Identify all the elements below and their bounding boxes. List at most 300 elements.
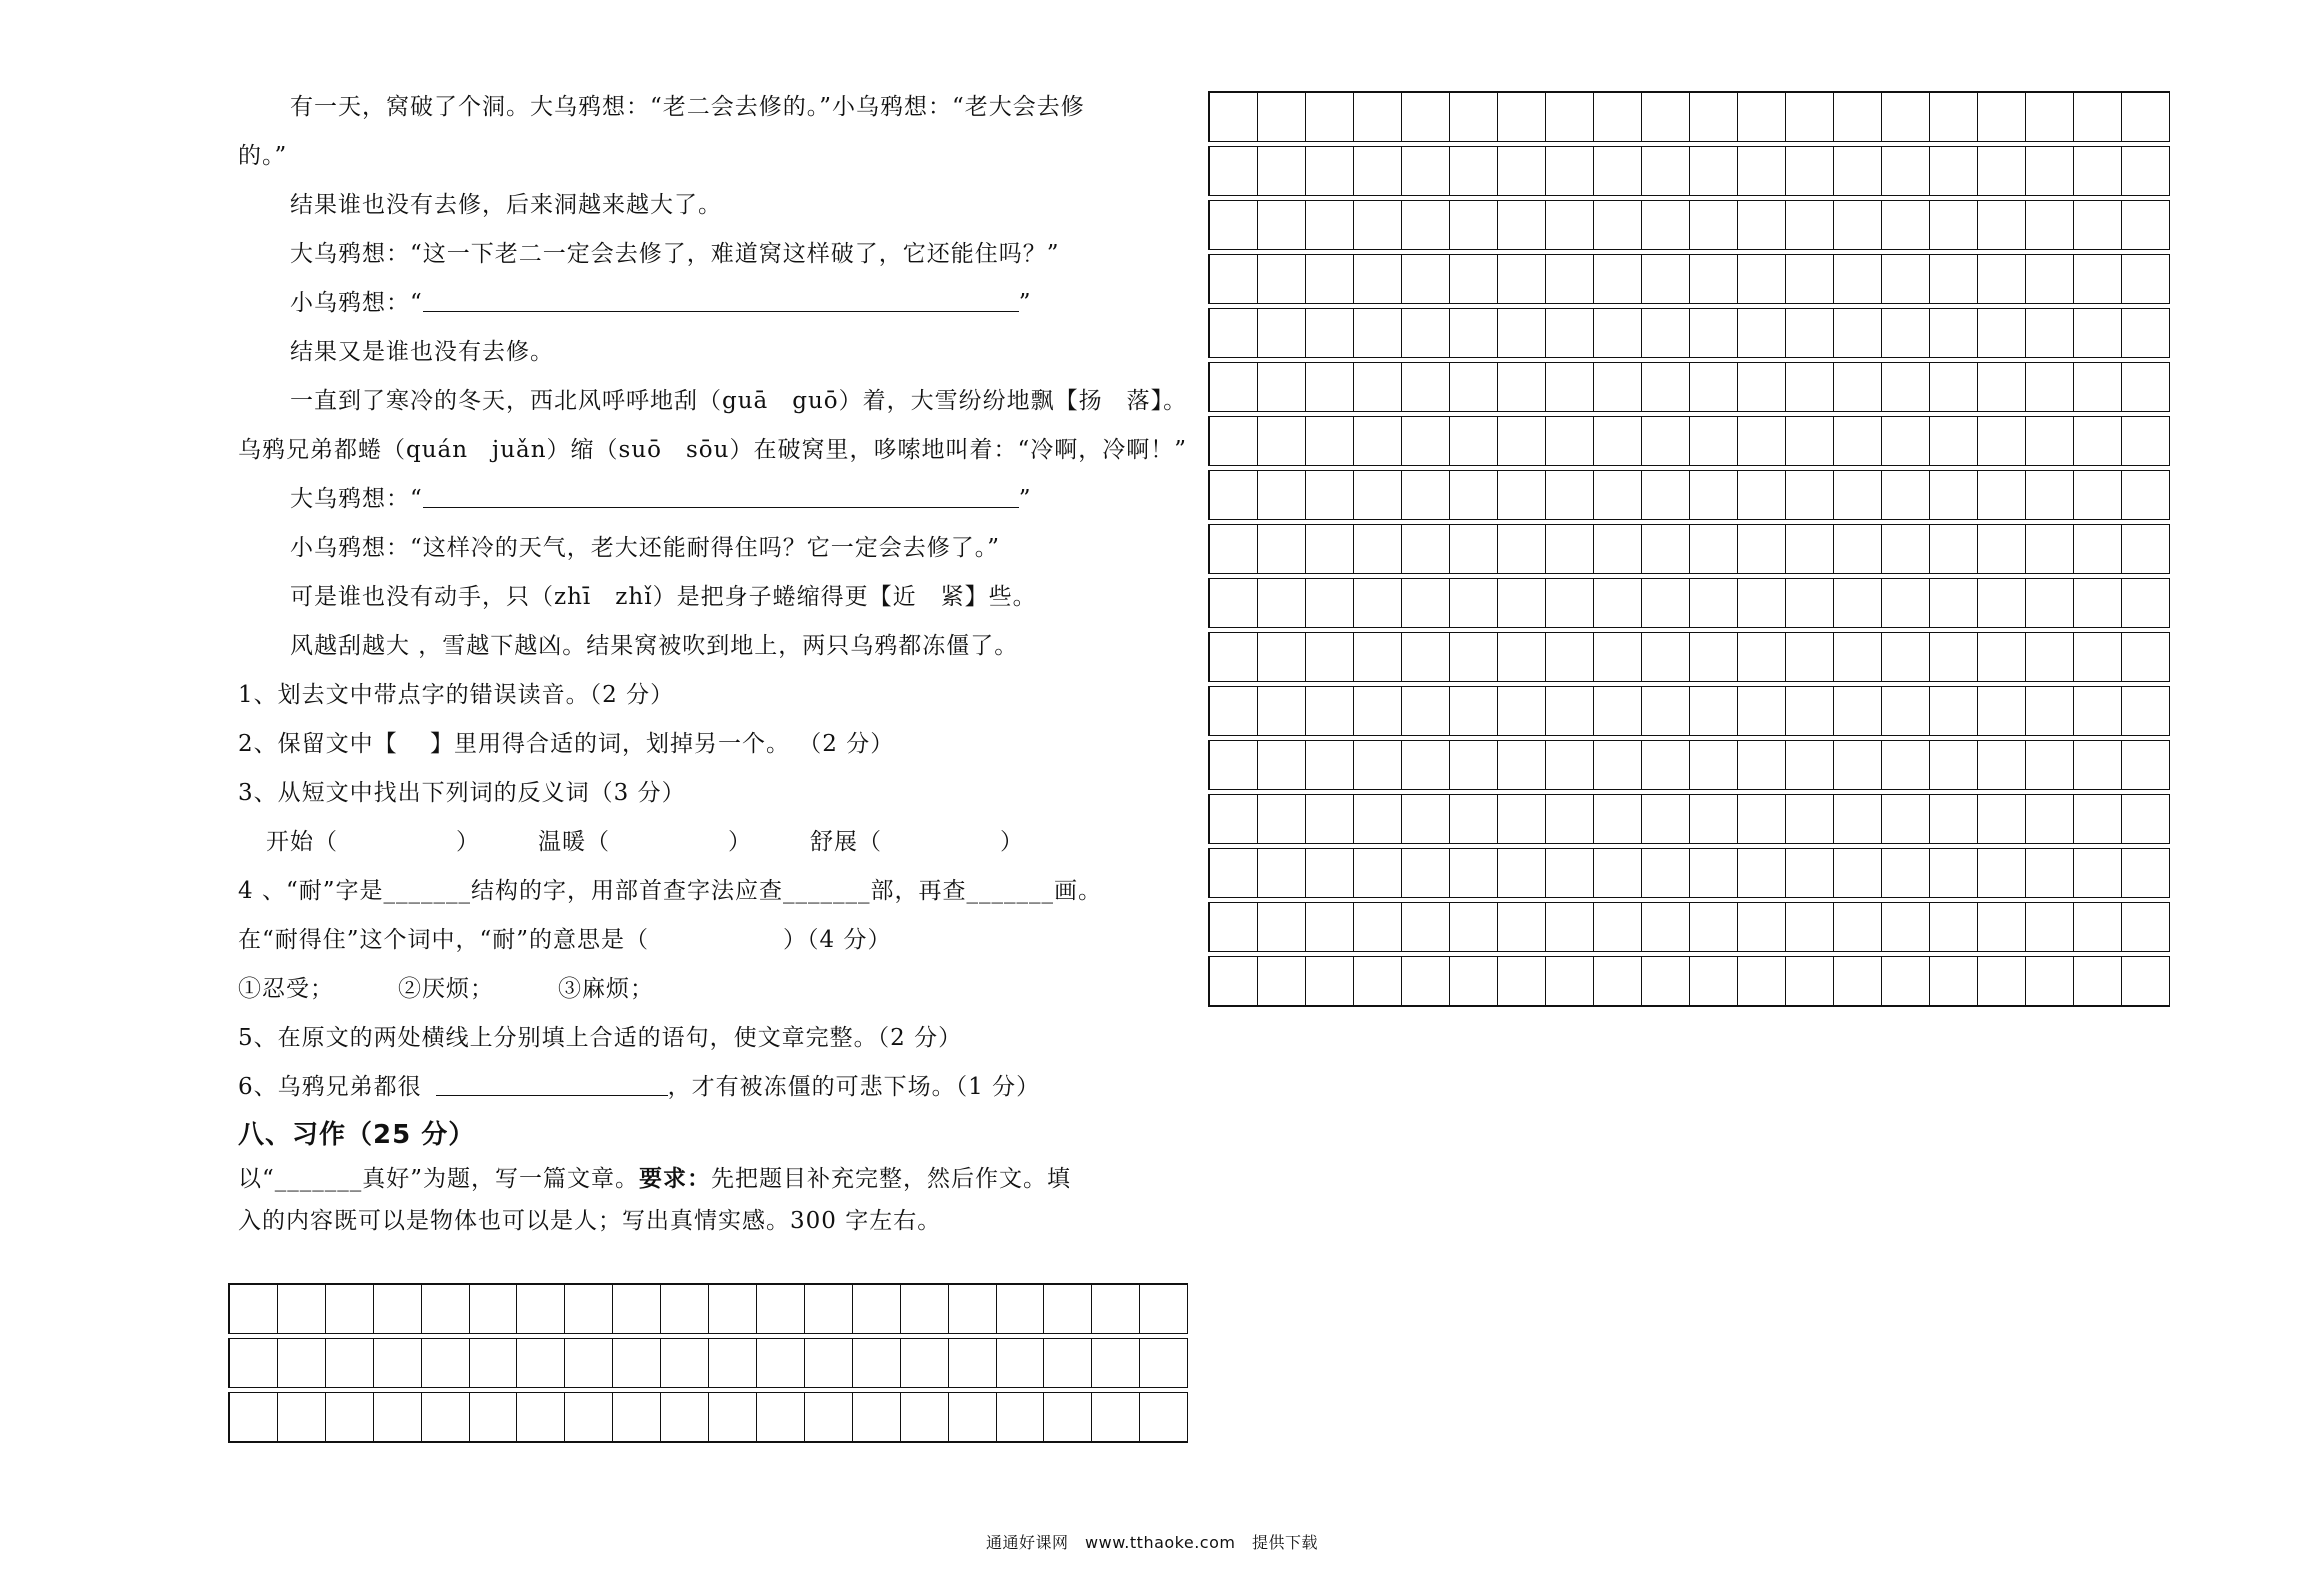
grid-cell[interactable] [374, 1393, 422, 1441]
grid-cell[interactable] [1930, 363, 1978, 411]
grid-cell[interactable] [1354, 363, 1402, 411]
grid-cell[interactable] [613, 1285, 661, 1333]
grid-cell[interactable] [1498, 363, 1546, 411]
grid-cell[interactable] [2026, 687, 2074, 735]
grid-cell[interactable] [1546, 309, 1594, 357]
grid-cell[interactable] [1642, 957, 1690, 1005]
grid-cell[interactable] [1594, 201, 1642, 249]
grid-cell[interactable] [1044, 1339, 1092, 1387]
grid-cell[interactable] [1930, 795, 1978, 843]
grid-cell[interactable] [1594, 147, 1642, 195]
grid-cell[interactable] [1930, 525, 1978, 573]
grid-cell[interactable] [1738, 309, 1786, 357]
grid-cell[interactable] [2026, 849, 2074, 897]
grid-cell[interactable] [1690, 903, 1738, 951]
grid-cell[interactable] [1402, 93, 1450, 141]
grid-cell[interactable] [1306, 957, 1354, 1005]
grid-cell[interactable] [2074, 957, 2122, 1005]
grid-cell[interactable] [1594, 795, 1642, 843]
grid-cell[interactable] [1642, 849, 1690, 897]
grid-cell[interactable] [1258, 849, 1306, 897]
grid-cell[interactable] [1978, 417, 2026, 465]
grid-cell[interactable] [1210, 849, 1258, 897]
grid-cell[interactable] [422, 1285, 470, 1333]
grid-cell[interactable] [1978, 309, 2026, 357]
grid-cell[interactable] [1546, 201, 1594, 249]
grid-cell[interactable] [470, 1339, 518, 1387]
grid-cell[interactable] [422, 1393, 470, 1441]
grid-cell[interactable] [1738, 633, 1786, 681]
grid-cell[interactable] [2122, 255, 2170, 303]
grid-cell[interactable] [1210, 417, 1258, 465]
grid-cell[interactable] [1690, 525, 1738, 573]
grid-cell[interactable] [997, 1339, 1045, 1387]
grid-cell[interactable] [2026, 633, 2074, 681]
writing-grid-large[interactable] [1208, 91, 2170, 1007]
grid-cell[interactable] [1690, 471, 1738, 519]
grid-cell[interactable] [1498, 795, 1546, 843]
grid-cell[interactable] [1882, 471, 1930, 519]
grid-cell[interactable] [1642, 93, 1690, 141]
grid-cell[interactable] [1354, 903, 1402, 951]
grid-cell[interactable] [1786, 741, 1834, 789]
grid-cell[interactable] [2122, 147, 2170, 195]
grid-cell[interactable] [1258, 417, 1306, 465]
grid-cell[interactable] [1786, 363, 1834, 411]
grid-cell[interactable] [1690, 957, 1738, 1005]
grid-cell[interactable] [1450, 795, 1498, 843]
grid-cell[interactable] [1354, 201, 1402, 249]
grid-cell[interactable] [1450, 903, 1498, 951]
grid-cell[interactable] [1738, 741, 1786, 789]
grid-cell[interactable] [1498, 633, 1546, 681]
grid-cell[interactable] [1450, 525, 1498, 573]
grid-cell[interactable] [1834, 147, 1882, 195]
grid-cell[interactable] [565, 1285, 613, 1333]
grid-cell[interactable] [661, 1285, 709, 1333]
grid-cell[interactable] [1546, 93, 1594, 141]
grid-cell[interactable] [1834, 633, 1882, 681]
grid-cell[interactable] [2026, 93, 2074, 141]
grid-cell[interactable] [1834, 903, 1882, 951]
grid-cell[interactable] [2122, 849, 2170, 897]
grid-cell[interactable] [2074, 255, 2122, 303]
grid-cell[interactable] [1786, 849, 1834, 897]
grid-cell[interactable] [1546, 147, 1594, 195]
grid-cell[interactable] [1258, 201, 1306, 249]
grid-cell[interactable] [1306, 741, 1354, 789]
grid-cell[interactable] [2074, 741, 2122, 789]
grid-cell[interactable] [1594, 525, 1642, 573]
grid-cell[interactable] [1978, 201, 2026, 249]
grid-cell[interactable] [709, 1393, 757, 1441]
grid-cell[interactable] [2122, 957, 2170, 1005]
grid-cell[interactable] [1498, 309, 1546, 357]
grid-cell[interactable] [1978, 147, 2026, 195]
grid-cell[interactable] [1930, 849, 1978, 897]
grid-cell[interactable] [709, 1285, 757, 1333]
grid-cell[interactable] [230, 1393, 278, 1441]
grid-cell[interactable] [1402, 957, 1450, 1005]
grid-cell[interactable] [805, 1393, 853, 1441]
grid-cell[interactable] [517, 1393, 565, 1441]
grid-cell[interactable] [1834, 255, 1882, 303]
answer-blank[interactable] [436, 1073, 668, 1096]
grid-cell[interactable] [1930, 741, 1978, 789]
grid-cell[interactable] [1834, 687, 1882, 735]
grid-cell[interactable] [1354, 147, 1402, 195]
grid-cell[interactable] [1498, 525, 1546, 573]
grid-cell[interactable] [2074, 147, 2122, 195]
grid-cell[interactable] [1450, 957, 1498, 1005]
grid-cell[interactable] [1834, 417, 1882, 465]
grid-cell[interactable] [757, 1285, 805, 1333]
grid-cell[interactable] [1978, 579, 2026, 627]
grid-cell[interactable] [1354, 795, 1402, 843]
grid-cell[interactable] [1210, 795, 1258, 843]
grid-cell[interactable] [2026, 903, 2074, 951]
grid-cell[interactable] [1834, 579, 1882, 627]
grid-cell[interactable] [1258, 309, 1306, 357]
grid-cell[interactable] [1690, 417, 1738, 465]
grid-cell[interactable] [1306, 363, 1354, 411]
grid-cell[interactable] [230, 1339, 278, 1387]
grid-cell[interactable] [2122, 93, 2170, 141]
grid-cell[interactable] [1354, 525, 1402, 573]
grid-cell[interactable] [1882, 417, 1930, 465]
grid-cell[interactable] [1258, 93, 1306, 141]
grid-cell[interactable] [1594, 741, 1642, 789]
grid-cell[interactable] [1882, 903, 1930, 951]
grid-cell[interactable] [1738, 849, 1786, 897]
grid-cell[interactable] [1140, 1393, 1188, 1441]
grid-cell[interactable] [2122, 633, 2170, 681]
grid-cell[interactable] [1834, 795, 1882, 843]
grid-cell[interactable] [1354, 957, 1402, 1005]
grid-cell[interactable] [1450, 309, 1498, 357]
grid-cell[interactable] [374, 1339, 422, 1387]
grid-cell[interactable] [1594, 957, 1642, 1005]
grid-cell[interactable] [1210, 957, 1258, 1005]
grid-cell[interactable] [1450, 201, 1498, 249]
grid-cell[interactable] [1834, 849, 1882, 897]
grid-cell[interactable] [757, 1393, 805, 1441]
grid-cell[interactable] [1978, 795, 2026, 843]
grid-cell[interactable] [1738, 525, 1786, 573]
grid-cell[interactable] [1690, 255, 1738, 303]
grid-cell[interactable] [2074, 903, 2122, 951]
grid-cell[interactable] [1140, 1339, 1188, 1387]
grid-cell[interactable] [1642, 255, 1690, 303]
grid-cell[interactable] [1930, 957, 1978, 1005]
grid-cell[interactable] [1642, 147, 1690, 195]
grid-cell[interactable] [1210, 147, 1258, 195]
answer-blank[interactable] [423, 485, 1019, 508]
grid-cell[interactable] [1882, 687, 1930, 735]
grid-cell[interactable] [1690, 147, 1738, 195]
grid-cell[interactable] [1210, 93, 1258, 141]
grid-cell[interactable] [1044, 1393, 1092, 1441]
grid-cell[interactable] [1882, 579, 1930, 627]
grid-cell[interactable] [1738, 417, 1786, 465]
grid-cell[interactable] [1834, 201, 1882, 249]
grid-cell[interactable] [1786, 93, 1834, 141]
grid-cell[interactable] [1642, 201, 1690, 249]
grid-cell[interactable] [1306, 417, 1354, 465]
grid-cell[interactable] [1978, 741, 2026, 789]
grid-cell[interactable] [1786, 147, 1834, 195]
grid-cell[interactable] [1140, 1285, 1188, 1333]
grid-cell[interactable] [1978, 525, 2026, 573]
grid-cell[interactable] [1930, 687, 1978, 735]
grid-cell[interactable] [374, 1285, 422, 1333]
grid-cell[interactable] [949, 1285, 997, 1333]
grid-cell[interactable] [2074, 795, 2122, 843]
grid-cell[interactable] [2074, 579, 2122, 627]
grid-cell[interactable] [1594, 849, 1642, 897]
grid-cell[interactable] [1690, 633, 1738, 681]
grid-cell[interactable] [470, 1285, 518, 1333]
grid-cell[interactable] [1498, 255, 1546, 303]
grid-cell[interactable] [1450, 255, 1498, 303]
grid-cell[interactable] [1258, 471, 1306, 519]
grid-cell[interactable] [2122, 201, 2170, 249]
grid-cell[interactable] [1354, 255, 1402, 303]
grid-cell[interactable] [1498, 147, 1546, 195]
grid-cell[interactable] [1210, 471, 1258, 519]
grid-cell[interactable] [1498, 93, 1546, 141]
grid-cell[interactable] [1210, 687, 1258, 735]
grid-cell[interactable] [1450, 417, 1498, 465]
grid-cell[interactable] [1690, 363, 1738, 411]
grid-cell[interactable] [1354, 93, 1402, 141]
grid-cell[interactable] [1210, 201, 1258, 249]
grid-cell[interactable] [853, 1339, 901, 1387]
grid-cell[interactable] [1306, 795, 1354, 843]
grid-cell[interactable] [1978, 849, 2026, 897]
grid-cell[interactable] [1354, 309, 1402, 357]
grid-cell[interactable] [2122, 687, 2170, 735]
grid-cell[interactable] [1786, 417, 1834, 465]
grid-cell[interactable] [1306, 849, 1354, 897]
grid-cell[interactable] [2122, 363, 2170, 411]
grid-cell[interactable] [1402, 147, 1450, 195]
grid-cell[interactable] [1930, 255, 1978, 303]
grid-cell[interactable] [1786, 579, 1834, 627]
grid-cell[interactable] [1092, 1393, 1140, 1441]
grid-cell[interactable] [1210, 363, 1258, 411]
grid-cell[interactable] [1738, 471, 1786, 519]
grid-cell[interactable] [1210, 633, 1258, 681]
grid-cell[interactable] [1978, 255, 2026, 303]
grid-cell[interactable] [1498, 957, 1546, 1005]
grid-cell[interactable] [1882, 525, 1930, 573]
grid-cell[interactable] [1786, 255, 1834, 303]
grid-cell[interactable] [1306, 525, 1354, 573]
grid-cell[interactable] [2026, 741, 2074, 789]
grid-cell[interactable] [1402, 579, 1450, 627]
grid-cell[interactable] [1786, 903, 1834, 951]
grid-cell[interactable] [1402, 363, 1450, 411]
grid-cell[interactable] [1306, 687, 1354, 735]
grid-cell[interactable] [1642, 579, 1690, 627]
grid-cell[interactable] [1594, 363, 1642, 411]
grid-cell[interactable] [949, 1393, 997, 1441]
grid-cell[interactable] [853, 1393, 901, 1441]
grid-cell[interactable] [1354, 471, 1402, 519]
grid-cell[interactable] [1258, 795, 1306, 843]
grid-cell[interactable] [661, 1393, 709, 1441]
grid-cell[interactable] [1930, 471, 1978, 519]
grid-cell[interactable] [2026, 255, 2074, 303]
grid-cell[interactable] [2122, 741, 2170, 789]
grid-cell[interactable] [2026, 363, 2074, 411]
grid-cell[interactable] [1642, 633, 1690, 681]
grid-cell[interactable] [1882, 957, 1930, 1005]
grid-cell[interactable] [1786, 471, 1834, 519]
grid-cell[interactable] [805, 1339, 853, 1387]
grid-cell[interactable] [1834, 93, 1882, 141]
grid-cell[interactable] [470, 1393, 518, 1441]
grid-cell[interactable] [1882, 741, 1930, 789]
grid-cell[interactable] [2026, 309, 2074, 357]
grid-cell[interactable] [1546, 903, 1594, 951]
grid-cell[interactable] [1258, 363, 1306, 411]
grid-cell[interactable] [709, 1339, 757, 1387]
grid-cell[interactable] [1546, 417, 1594, 465]
grid-cell[interactable] [517, 1285, 565, 1333]
grid-cell[interactable] [1594, 903, 1642, 951]
grid-cell[interactable] [1450, 471, 1498, 519]
grid-cell[interactable] [2026, 147, 2074, 195]
grid-cell[interactable] [1594, 633, 1642, 681]
grid-cell[interactable] [1594, 687, 1642, 735]
grid-cell[interactable] [1738, 795, 1786, 843]
grid-cell[interactable] [2074, 849, 2122, 897]
grid-cell[interactable] [1978, 471, 2026, 519]
grid-cell[interactable] [1642, 741, 1690, 789]
grid-cell[interactable] [1258, 687, 1306, 735]
grid-cell[interactable] [2026, 795, 2074, 843]
grid-cell[interactable] [1354, 741, 1402, 789]
grid-cell[interactable] [1786, 795, 1834, 843]
grid-cell[interactable] [278, 1339, 326, 1387]
grid-cell[interactable] [613, 1339, 661, 1387]
grid-cell[interactable] [1738, 255, 1786, 303]
grid-cell[interactable] [2074, 471, 2122, 519]
grid-cell[interactable] [1834, 525, 1882, 573]
grid-cell[interactable] [1258, 957, 1306, 1005]
grid-cell[interactable] [1642, 417, 1690, 465]
grid-cell[interactable] [1210, 309, 1258, 357]
grid-cell[interactable] [1882, 93, 1930, 141]
grid-cell[interactable] [1306, 471, 1354, 519]
grid-cell[interactable] [1690, 309, 1738, 357]
answer-blank[interactable] [423, 289, 1019, 312]
grid-cell[interactable] [1546, 579, 1594, 627]
grid-cell[interactable] [2074, 687, 2122, 735]
grid-cell[interactable] [901, 1339, 949, 1387]
grid-cell[interactable] [1786, 201, 1834, 249]
grid-cell[interactable] [2122, 903, 2170, 951]
grid-cell[interactable] [1930, 903, 1978, 951]
grid-cell[interactable] [1594, 309, 1642, 357]
grid-cell[interactable] [1978, 363, 2026, 411]
grid-cell[interactable] [1258, 741, 1306, 789]
grid-cell[interactable] [1978, 633, 2026, 681]
grid-cell[interactable] [997, 1285, 1045, 1333]
grid-cell[interactable] [1354, 687, 1402, 735]
grid-cell[interactable] [2074, 201, 2122, 249]
grid-cell[interactable] [1306, 147, 1354, 195]
grid-cell[interactable] [1450, 687, 1498, 735]
grid-cell[interactable] [1306, 201, 1354, 249]
grid-cell[interactable] [1642, 309, 1690, 357]
grid-cell[interactable] [1690, 93, 1738, 141]
grid-cell[interactable] [1978, 687, 2026, 735]
grid-cell[interactable] [1978, 957, 2026, 1005]
grid-cell[interactable] [1642, 525, 1690, 573]
grid-cell[interactable] [1258, 255, 1306, 303]
grid-cell[interactable] [1402, 201, 1450, 249]
grid-cell[interactable] [1834, 471, 1882, 519]
grid-cell[interactable] [2026, 579, 2074, 627]
grid-cell[interactable] [2074, 417, 2122, 465]
grid-cell[interactable] [1882, 309, 1930, 357]
grid-cell[interactable] [1930, 201, 1978, 249]
grid-cell[interactable] [1690, 201, 1738, 249]
grid-cell[interactable] [1834, 741, 1882, 789]
grid-cell[interactable] [1546, 957, 1594, 1005]
grid-cell[interactable] [1642, 795, 1690, 843]
grid-cell[interactable] [1402, 417, 1450, 465]
grid-cell[interactable] [278, 1393, 326, 1441]
grid-cell[interactable] [1402, 471, 1450, 519]
grid-cell[interactable] [1546, 471, 1594, 519]
grid-cell[interactable] [1690, 741, 1738, 789]
grid-cell[interactable] [1690, 687, 1738, 735]
grid-cell[interactable] [2122, 309, 2170, 357]
grid-cell[interactable] [1738, 903, 1786, 951]
grid-cell[interactable] [1306, 309, 1354, 357]
grid-cell[interactable] [901, 1285, 949, 1333]
grid-cell[interactable] [1210, 579, 1258, 627]
grid-cell[interactable] [1786, 687, 1834, 735]
grid-cell[interactable] [2122, 417, 2170, 465]
grid-cell[interactable] [1594, 471, 1642, 519]
grid-cell[interactable] [1690, 579, 1738, 627]
grid-cell[interactable] [2074, 309, 2122, 357]
grid-cell[interactable] [1450, 633, 1498, 681]
grid-cell[interactable] [1092, 1339, 1140, 1387]
grid-cell[interactable] [1210, 525, 1258, 573]
grid-cell[interactable] [1690, 849, 1738, 897]
grid-cell[interactable] [1882, 795, 1930, 843]
grid-cell[interactable] [613, 1393, 661, 1441]
grid-cell[interactable] [2122, 525, 2170, 573]
grid-cell[interactable] [1306, 903, 1354, 951]
grid-cell[interactable] [2026, 417, 2074, 465]
grid-cell[interactable] [1498, 579, 1546, 627]
grid-cell[interactable] [1450, 849, 1498, 897]
grid-cell[interactable] [1210, 741, 1258, 789]
grid-cell[interactable] [1786, 309, 1834, 357]
grid-cell[interactable] [661, 1339, 709, 1387]
grid-cell[interactable] [901, 1393, 949, 1441]
grid-cell[interactable] [1402, 903, 1450, 951]
grid-cell[interactable] [1690, 795, 1738, 843]
grid-cell[interactable] [1402, 255, 1450, 303]
